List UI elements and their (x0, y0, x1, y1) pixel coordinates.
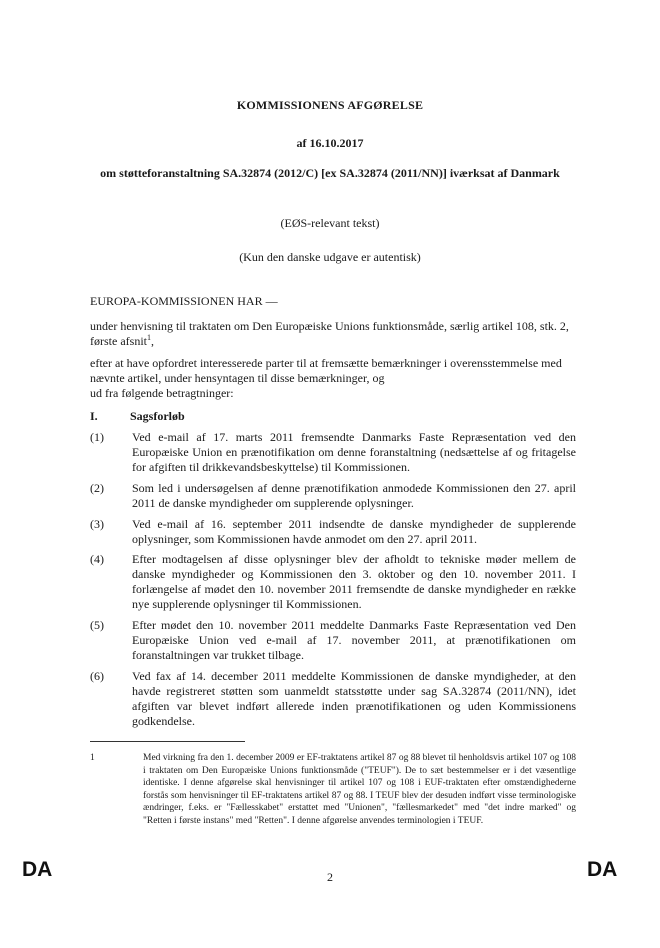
preamble-paragraph-1-end: , (150, 334, 154, 348)
footnote-text: Med virkning fra den 1. december 2009 er EF-traktatens artikel 87 og 88 blevet til henholdsvis artikel 107 og 108 i traktaten om Den Europæiske Unions funktionsmåde ("TEUF"). De to sæt bestemmelser er i det væsentlige identiske. I denne afgørelse skal henvisninger til artikel 107 og 108 i EUF-traktaten efter omstændighederne forstås som henvisninger til EF-traktatens artikel 87 og 88. I TEUF blev der desuden indført visse terminologiske ændringer, f.eks. er "Fællesskabet" erstattet med "Unionen", "fællesmarkedet" med "det indre marked" og "Retten i første instans" med "Retten". I denne afgørelse anvendes terminologien i TEUF. (143, 753, 576, 826)
decision-title: KOMMISSIONENS AFGØRELSE (236, 98, 424, 112)
preamble-paragraph-1 (90, 319, 570, 349)
recital-text: Som led i undersøgelsen af denne prænotifikation anmodede Kommissionen den 27. april 2011 de danske myndigheder om supplerende oplysninger. (132, 481, 576, 510)
footnote-reference[interactable]: 1 (146, 333, 151, 342)
recital-number: (2) (90, 481, 104, 495)
authentic-language-note: (Kun den danske udgave er autentisk) (239, 250, 421, 264)
recital-text: Efter mødet den 10. november 2011 meddelte Danmarks Faste Repræsentation ved Den Europæiske Union ved e-mail af 17. november 2011, at prænotifikationen om foranstaltningen var trukket tilbage. (132, 618, 576, 662)
section-number: I. (90, 409, 98, 423)
section-title: Sagsforløb (130, 409, 185, 423)
recital-number: (3) (90, 517, 104, 531)
recital-number: (4) (90, 552, 104, 566)
decision-subject: om støtteforanstaltning SA.32874 (2012/C) [ex SA.32874 (2011/NN)] iværksat af Danmark (100, 166, 560, 180)
eea-relevance-note: (EØS-relevant tekst) (280, 216, 380, 230)
recital-text: Efter modtagelsen af disse oplysninger blev der afholdt to tekniske møder mellem de danske myndigheder og Kommissionen den 3. oktober og den 10. november 2011. I forlængelse af mødet den 10. november 2011 fremsendte de danske myndigheder en række nye supplerende oplysninger til Kommissionen. (132, 552, 576, 611)
recital-number: (5) (90, 618, 104, 632)
recital-text: Ved fax af 14. december 2011 meddelte Kommissionen de danske myndigheder, at den havde registreret støtten som uanmeldt statsstøtte under sag SA.32874 (2011/NN), idet afgiften var blevet indført allerede inden prænotifikationen og uden Kommissionens godkendelse. (132, 669, 576, 728)
footnote-number: 1 (90, 753, 95, 763)
preamble-intro: EUROPA-KOMMISSIONEN HAR — (90, 294, 278, 308)
recital-text: Ved e-mail af 16. september 2011 indsendte de danske myndigheder de supplerende oplysninger, som Kommissionen havde anmodet om den 27. april 2011. (132, 517, 576, 546)
footnote-divider (90, 741, 245, 742)
recital-number: (6) (90, 669, 104, 683)
preamble-paragraph-2: efter at have opfordret interesserede parter til at fremsætte bemærkninger i overensstemmelse med nævnte artikel, under hensyntagen til disse bemærkninger, og (90, 356, 562, 385)
language-code-right: DA (587, 858, 618, 881)
recital-number: (1) (90, 430, 104, 444)
language-code-left: DA (22, 858, 53, 881)
decision-date: af 16.10.2017 (296, 136, 364, 150)
preamble-paragraph-1-text: under henvisning til traktaten om Den Europæiske Unions funktionsmåde, særlig artikel 108, stk. 2, første afsnit (90, 319, 569, 348)
page-number: 2 (327, 870, 333, 884)
preamble-paragraph-3: ud fra følgende betragtninger: (90, 386, 234, 400)
section-heading (90, 409, 185, 424)
recital-text: Ved e-mail af 17. marts 2011 fremsendte Danmarks Faste Repræsentation ved den Europæiske Union en prænotifikation om denne foranstaltning (nedsættelse af og fritagelse for afgiften til drikkevandsbeskyttelse) til Kommissionen. (132, 430, 576, 474)
